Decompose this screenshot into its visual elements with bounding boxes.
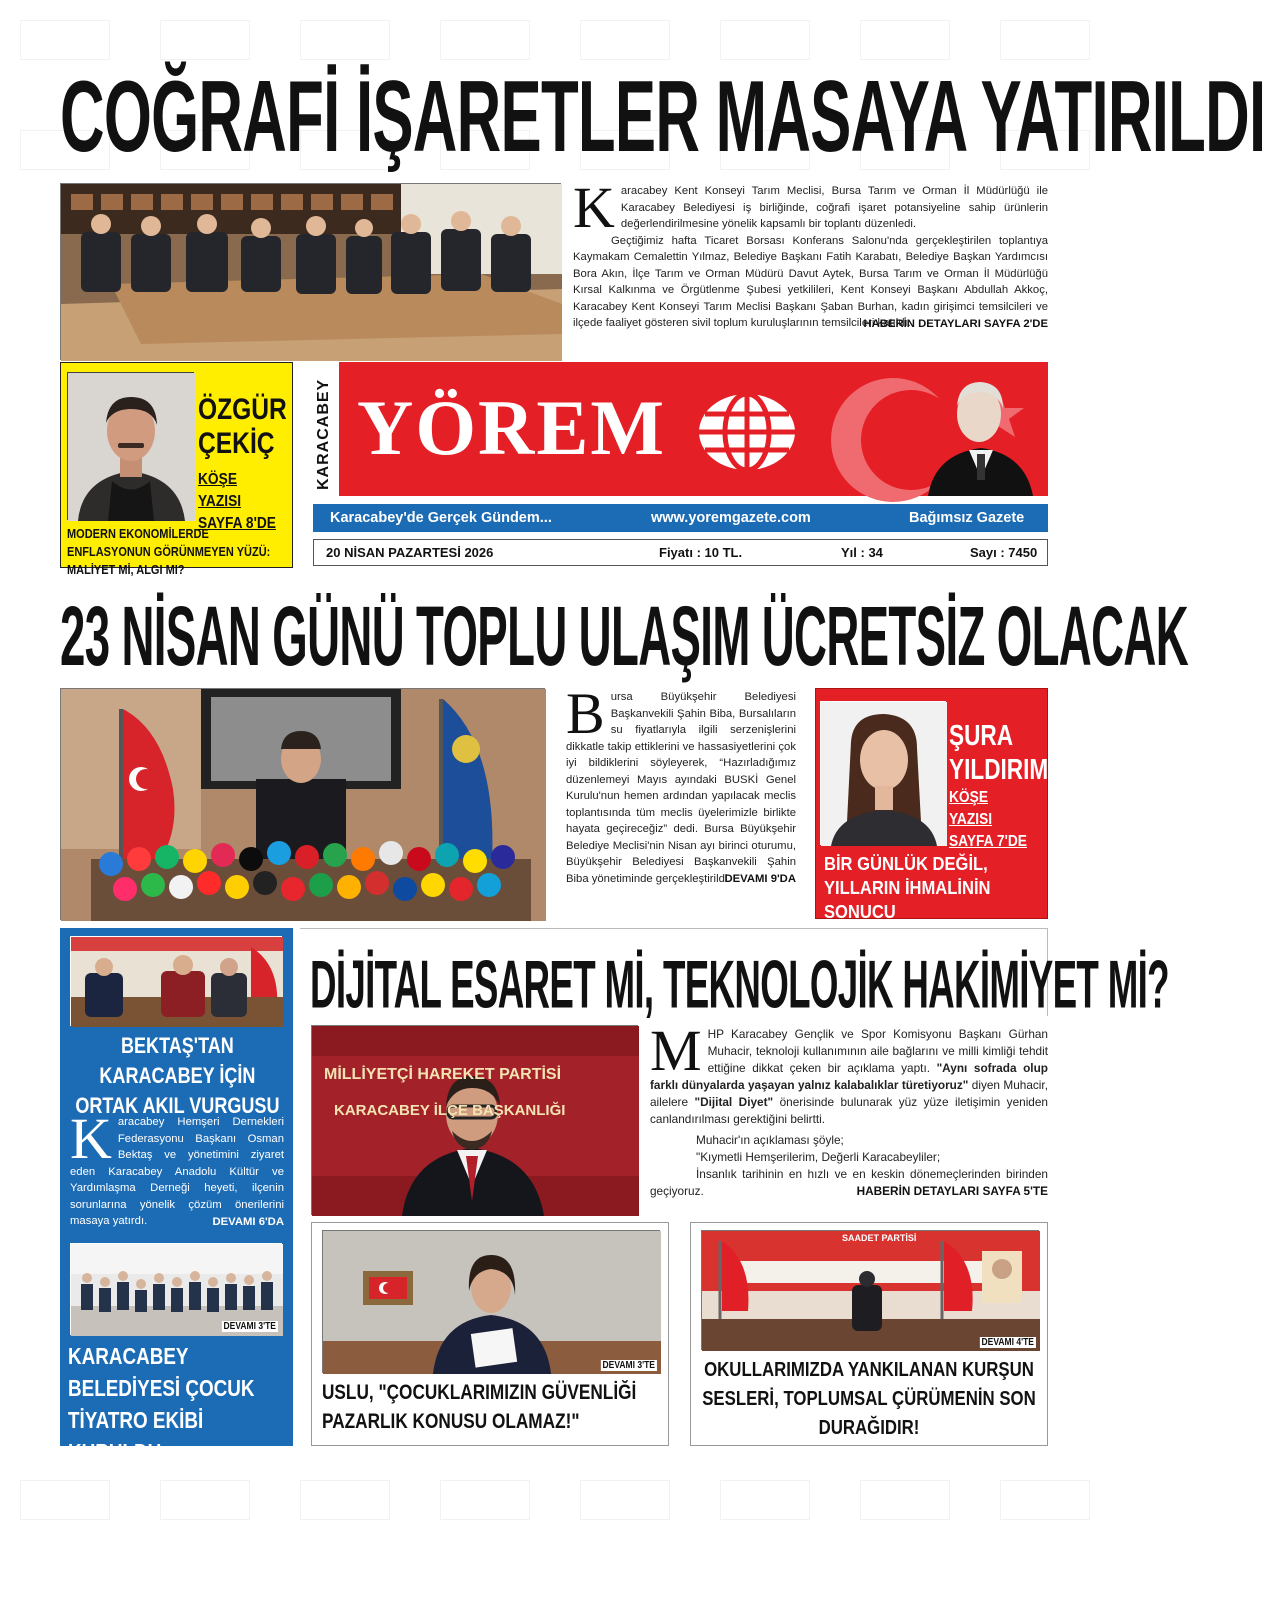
masthead [313, 362, 1048, 496]
issue-date: 20 NİSAN PAZARTESİ 2026 [326, 545, 494, 560]
watermark-tile [860, 20, 950, 60]
saadet-photo [701, 1230, 1039, 1350]
third-story-paragraph: HP Karacabey Gençlik ve Spor Komisyonu Başkanı Gürhan Muhacir, teknoloji kullanımının aile bağlarını ve milli kimliği tehdit ettiğine dikkat çeken bir açıklama yaptı. "Aynı sofrada olup farklı dünyalarda yaşayan yalnız kalabalıklar türetiyoruz" diyen Muhacir, ailelere "Dijital Diyet" önerisinde bulunarak yüz yüze iletişimin yeniden canlandırılması gerektiğini belirtti. [650, 1027, 1048, 1126]
mhp-sign-2: KARACABEY İLÇE BAŞKANLIĞI [334, 1102, 566, 1119]
second-story-dropcap: B [566, 681, 605, 746]
bektas-dropcap: K [70, 1106, 112, 1171]
uslu-title: USLU, "ÇOCUKLARIMIZIN GÜVENLİĞİ PAZARLIK KONUSU OLAMAZ!" [322, 1381, 637, 1433]
watermark-tile [160, 1480, 250, 1520]
saadet-box[interactable] [690, 1222, 1048, 1446]
columnist-photo-right [820, 701, 946, 845]
watermark-tile [720, 1480, 810, 1520]
columnist-box-right[interactable] [815, 688, 1049, 922]
second-story-text [566, 681, 796, 888]
third-story-dropcap: M [650, 1018, 702, 1083]
columnist-name-left: ÖZGÜR ÇEKİÇ [198, 393, 287, 460]
watermark-tile [20, 1480, 110, 1520]
second-story-more[interactable]: DEVAMI 9'DA [724, 873, 796, 885]
second-headline: 23 NİSAN GÜNÜ TOPLU ULAŞIM ÜCRETSİZ OLACAK [60, 589, 1189, 683]
masthead-side-label: KARACABEY [313, 362, 339, 496]
second-story-photo [60, 688, 545, 920]
third-story-more[interactable]: HABERİN DETAYLARI SAYFA 5'TE [856, 1184, 1048, 1198]
masthead-info-bar [313, 539, 1048, 566]
third-story-paragraph: "Kıymetli Hemşerilerim, Değerli Karacabeyliler; [696, 1150, 941, 1164]
columnist-box-left[interactable] [60, 362, 293, 577]
watermark-tile [440, 1480, 530, 1520]
watermark-tile [580, 20, 670, 60]
second-story-paragraph: ursa Büyükşehir Belediyesi Başkanvekili Şahin Biba, Bursalıların su fiyatlarıyla ilgili serzenişlerini dikkatle takip ettiklerini ve hassasiyetlerini çok iyi bildiklerini söyleyerek, “Hazırladığımız düzenlemeyi Mayıs ayındaki BUSKİ Genel Kurulu'nun hemen ardından yapılacak meclis toplantısında tüm meclis üyelerimizle birlikte hayata geçireceğiz” dedi. Bursa Büyükşehir Belediye Meclisi'nin Nisan ayı birinci oturumu, Büyükşehir Belediyesi Başkanvekili Şahin Biba yönetiminde gerçekleştirildi. [566, 691, 796, 885]
saadet-sign: SAADET PARTİSİ [842, 1233, 917, 1243]
columnist-label-right: KÖŞE YAZISI SAYFA 7'DE [949, 789, 1027, 850]
columnist-title-left: MODERN EKONOMİLERDE ENFLASYONUN GÖRÜNMEYEN YÜZÜ: MALİYET Mİ, ALGI MI? [67, 527, 271, 577]
masthead-logo-area [339, 362, 809, 496]
bektas-more[interactable]: DEVAMI 6'DA [212, 1215, 284, 1228]
masthead-blue-bar [313, 504, 1048, 532]
watermark-tile [720, 20, 810, 60]
saadet-more[interactable]: DEVAMI 4'TE [981, 1337, 1035, 1348]
mhp-photo [311, 1025, 638, 1215]
watermark-tile [580, 1480, 670, 1520]
columnist-name-right: ŞURA YILDIRIM [949, 720, 1049, 786]
top-story-photo [60, 183, 561, 360]
top-story-paragraph: Geçtiğimiz hafta Ticaret Borsası Konferans Salonu'nda gerçekleştirilen toplantıya Kaymakam Cemalettin Yılmaz, Belediye Başkanı Fatih Karabatı, Belediye Başkan Yardımcısı Bora Akın, İlçe Tarım ve Orman Müdürü Davut Aytek, Bursa Tarım ve Orman İl Müdürlüğü Kırsal Kalkınma ve Örgütlenme Şubesi yetkilileri, Kent Konseyi Başkanı Abdullah Akkoç, Karacabey Kent Konseyi Tarım Meclisi Başkanı Şaban Burhan, kadın girişimci temsilcileri ve ilçede faaliyet gösteren sivil toplum kuruluşlarının temsilcileri katıldı. [573, 234, 1048, 329]
theatre-title[interactable]: KARACABEY BELEDİYESİ ÇOCUK TİYATRO EKİBİ KURULDU [68, 1343, 255, 1465]
watermark-tile [160, 20, 250, 60]
watermark-tile [300, 1480, 390, 1520]
watermark-tile [300, 20, 390, 60]
issue-year: Yıl : 34 [841, 545, 883, 560]
masthead-tagline: Bağımsız Gazete [909, 510, 1025, 526]
issue-price: Fiyatı : 10 TL. [659, 545, 743, 560]
top-story-text [573, 175, 1048, 332]
masthead-website[interactable]: www.yoremgazete.com [651, 510, 811, 526]
masthead-logo-text: YÖREM [357, 384, 666, 471]
columnist-label-left: KÖŞE YAZISI SAYFA 8'DE [198, 471, 276, 532]
top-story-dropcap: K [573, 175, 615, 240]
watermark-tile [440, 20, 530, 60]
columnist-title-right: BİR GÜNLÜK DEĞİL, YILLARIN İHMALİNİN SONUCU [824, 854, 991, 922]
issue-number: Sayı : 7450 [970, 545, 1038, 560]
top-story-more[interactable]: HABERİN DETAYLARI SAYFA 2'DE [863, 317, 1048, 330]
third-story-paragraph: Muhacir'ın açıklaması şöyle; [696, 1133, 844, 1147]
bektas-photo [70, 936, 282, 1026]
masthead-slogan: Karacabey'de Gerçek Gündem... [330, 510, 552, 526]
watermark-tile [860, 1480, 950, 1520]
ataturk-portrait [913, 362, 1048, 501]
uslu-box[interactable] [311, 1222, 669, 1446]
third-story-paragraph: İnsanlık tarihinin en hızlı ve en keskin dönemeçlerinden birinden geçiyoruz. [650, 1167, 1048, 1198]
top-headline: COĞRAFİ İŞARETLER MASAYA YATIRILDI [60, 59, 1265, 173]
bektas-paragraph: aracabey Hemşeri Dernekleri Federasyonu Başkanı Osman Bektaş ve yönetimini ziyaret eden Karacabey Anadolu Kültür ve Yardımlaşma Derneği heyeti, ilçenin sorunlarına yönelik çözüm önerilerini masaya yatırdı. [70, 1116, 284, 1227]
globe-icon [697, 392, 797, 477]
uslu-more[interactable]: DEVAMI 3'TE [602, 1360, 656, 1371]
bektas-text [70, 1106, 284, 1230]
saadet-title: OKULLARIMIZDA YANKILANAN KURŞUN SESLERİ, TOPLUMSAL ÇÜRÜMENİN SON DURAĞIDIR! [702, 1359, 1036, 1439]
third-story-text [650, 1018, 1048, 1200]
left-blue-column [60, 928, 293, 1465]
bektas-title[interactable]: BEKTAŞ'TAN KARACABEY İÇİN ORTAK AKIL VURGUSU [75, 1033, 280, 1118]
theatre-photo [70, 1243, 282, 1335]
third-headline: DİJİTAL ESARET Mİ, TEKNOLOJİK HAKİMİYET Mİ? [310, 947, 1169, 1023]
watermark-tile [1000, 1480, 1090, 1520]
mhp-sign-1: MİLLİYETÇİ HAREKET PARTİSİ [324, 1066, 562, 1083]
top-story-paragraph: aracabey Kent Konseyi Tarım Meclisi, Bursa Tarım ve Orman İl Müdürlüğü ile Karacabey Belediyesi iş birliğinde, coğrafi işaret potansiyeline sahip ürünlerin değerlendirilmesine yönelik kapsamlı bir toplantı düzenledi. [620, 185, 1048, 230]
theatre-more[interactable]: DEVAMI 3'TE [223, 1321, 277, 1332]
watermark-tile [20, 20, 110, 60]
watermark-tile [1000, 20, 1090, 60]
uslu-photo [322, 1230, 660, 1373]
columnist-photo-left [67, 372, 194, 520]
